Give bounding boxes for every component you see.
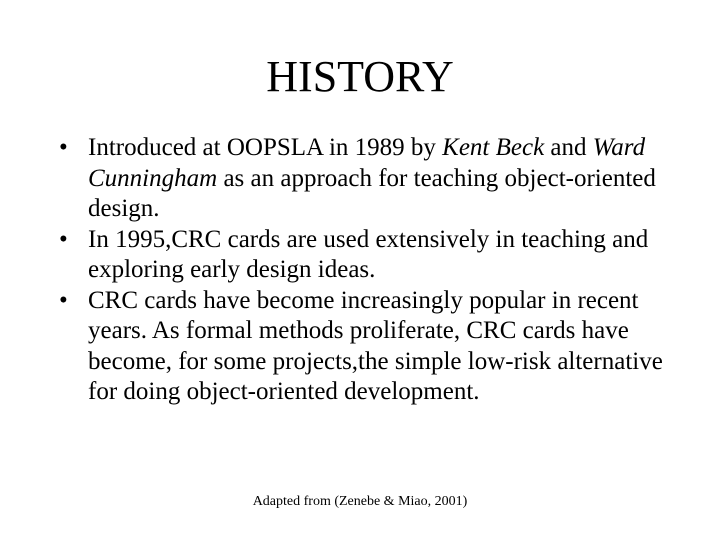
bullet-icon: • (59, 134, 68, 161)
author-name: Kent Beck (442, 134, 545, 161)
slide-title: HISTORY (266, 52, 454, 101)
bullet-text-run: Introduced at OOPSLA in 1989 by (88, 134, 443, 161)
bullet-text (88, 287, 663, 406)
bullet-text-run: and (544, 134, 593, 161)
bullet-icon: • (59, 225, 68, 253)
bullet-item (56, 286, 676, 408)
slide-footer-citation: Adapted from (Zenebe & Miao, 2001) (252, 494, 468, 509)
bullet-text (88, 134, 656, 222)
bullet-list (56, 133, 676, 408)
author-name: Ward Cunningham (88, 134, 646, 192)
bullet-text-run: CRC cards have become increasingly popular in recent years. As formal methods proliferate, CRC cards have become, for some projects,the simple low-risk alternative for doing object-oriented development. (88, 286, 663, 405)
bullet-item (56, 225, 676, 286)
bullet-text-run: as an approach for teaching object-oriented design. (88, 164, 656, 222)
bullet-item (56, 133, 676, 225)
bullet-icon: • (59, 286, 68, 314)
bullet-text (88, 226, 648, 284)
bullet-text-run: In 1995,CRC cards are used extensively in teaching and exploring early design ideas. (88, 225, 649, 283)
